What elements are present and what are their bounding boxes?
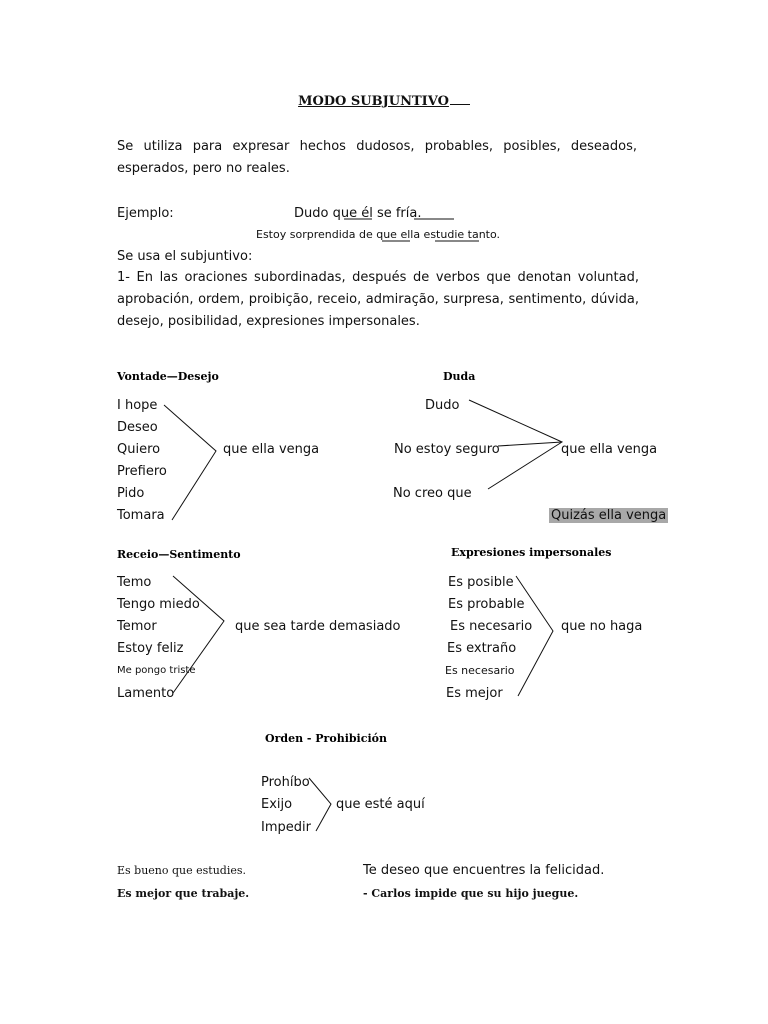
orden-verb: Impedir bbox=[261, 820, 311, 835]
closing-right-2: - Carlos impide que su hijo juegue. bbox=[363, 887, 579, 900]
closing-right-1: Te deseo que encuentres la felicidad. bbox=[363, 863, 605, 878]
example-label: Ejemplo: bbox=[117, 206, 174, 221]
vontade-verb: I hope bbox=[117, 398, 158, 413]
vontade-header: Vontade—Desejo bbox=[117, 370, 219, 383]
receio-verb: Temo bbox=[117, 575, 152, 590]
impersonales-result: que no haga bbox=[561, 619, 643, 634]
vontade-verb: Deseo bbox=[117, 420, 158, 435]
title-text: MODO SUBJUNTIVO bbox=[298, 94, 449, 109]
vontade-bracket bbox=[164, 405, 216, 520]
impersonales-bracket bbox=[516, 576, 553, 696]
impersonales-verb: Es probable bbox=[448, 597, 525, 612]
duda-verb: Dudo bbox=[425, 398, 460, 413]
receio-verb: Temor bbox=[117, 619, 157, 634]
orden-result: que esté aquí bbox=[336, 797, 425, 812]
example-sentence-2: Estoy sorprendida de que ella estudie tanto. bbox=[256, 228, 501, 241]
usage-heading: Se usa el subjuntivo: bbox=[117, 249, 253, 264]
receio-verb: Tengo miedo bbox=[117, 597, 200, 612]
impersonales-verb: Es necesario bbox=[450, 619, 533, 634]
vontade-verb: Pido bbox=[117, 486, 145, 501]
vontade-result: que ella venga bbox=[223, 442, 320, 457]
impersonales-verb: Es extraño bbox=[447, 641, 517, 656]
vontade-verb: Tomara bbox=[117, 508, 165, 523]
receio-header: Receio—Sentimento bbox=[117, 548, 241, 561]
receio-verb: Me pongo triste bbox=[117, 665, 196, 676]
orden-bracket bbox=[309, 778, 331, 831]
receio-verb: Estoy feliz bbox=[117, 641, 184, 656]
receio-result: que sea tarde demasiado bbox=[235, 619, 401, 634]
orden-verb: Prohíbo bbox=[261, 775, 310, 790]
orden-verb: Exijo bbox=[261, 797, 293, 812]
orden-header: Orden - Prohibición bbox=[265, 732, 387, 745]
vontade-verb: Prefiero bbox=[117, 464, 167, 479]
example-sentence-1: Dudo que él se fría. bbox=[294, 206, 422, 221]
duda-verb: No creo que bbox=[393, 486, 472, 501]
closing-left-2: Es mejor que trabaje. bbox=[117, 887, 250, 900]
duda-extra-highlight: Quizás ella venga bbox=[551, 508, 667, 523]
duda-verb: No estoy seguro bbox=[394, 442, 500, 457]
impersonales-header: Expresiones impersonales bbox=[451, 546, 612, 559]
impersonales-verb: Es mejor bbox=[446, 686, 503, 701]
duda-bracket-middle bbox=[498, 442, 562, 446]
usage-rule-1: 1- En las oraciones subordinadas, después de verbos que denotan voluntad, aprobación, ordem, proibição, receio, admiração, surpresa, sentimento, dúvida, desejo, posibilidad, expresiones impersonales. bbox=[117, 270, 639, 329]
vontade-verb: Quiero bbox=[117, 442, 161, 457]
receio-bracket bbox=[173, 576, 224, 693]
intro-paragraph: Se utiliza para expresar hechos dudosos, probables, posibles, deseados, esperados, pero no reales. bbox=[117, 139, 637, 176]
duda-header: Duda bbox=[443, 370, 476, 383]
impersonales-verb: Es necesario bbox=[445, 664, 515, 677]
duda-result: que ella venga bbox=[561, 442, 658, 457]
receio-verb: Lamento bbox=[117, 686, 175, 701]
closing-left-1: Es bueno que estudies. bbox=[117, 864, 247, 877]
impersonales-verb: Es posible bbox=[448, 575, 514, 590]
